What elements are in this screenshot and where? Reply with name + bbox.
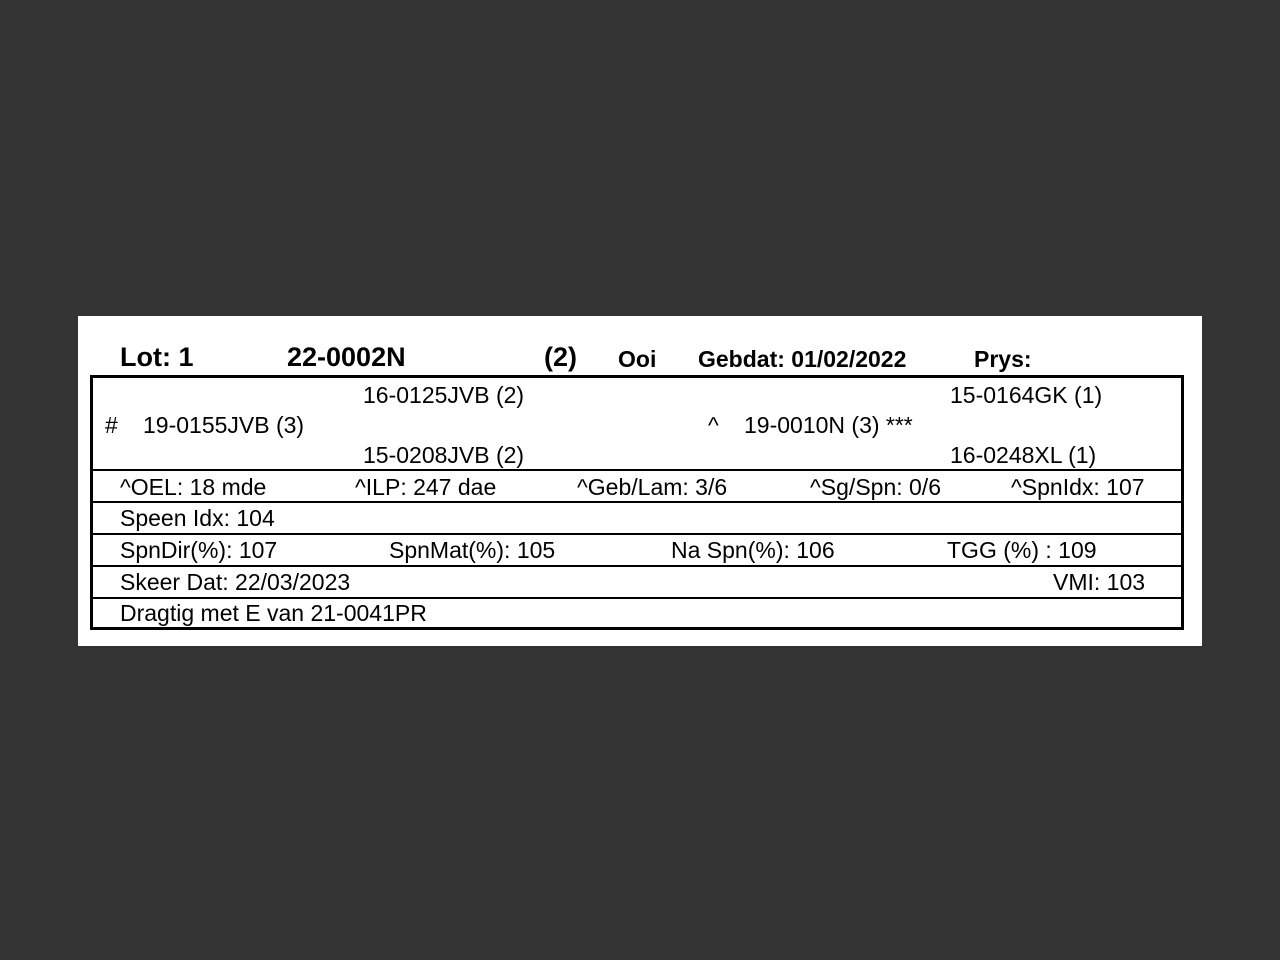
row-divider — [93, 469, 1181, 471]
pct-spnmat: SpnMat(%): 105 — [389, 537, 556, 563]
dam-dam: 16-0248XL (1) — [950, 442, 1097, 468]
dam-sire: 15-0164GK (1) — [950, 382, 1103, 408]
row-divider — [93, 533, 1181, 535]
stat-oel: ^OEL: 18 mde — [120, 474, 267, 500]
animal-count: (2) — [544, 342, 577, 372]
pregnancy-note: Dragtig met E van 21-0041PR — [120, 600, 427, 626]
row-divider — [93, 565, 1181, 567]
stat-ilp: ^ILP: 247 dae — [355, 474, 497, 500]
animal-id: 22-0002N — [287, 342, 406, 372]
row-divider — [93, 501, 1181, 503]
pct-tgg: TGG (%) : 109 — [947, 537, 1097, 563]
vmi-value: VMI: 103 — [1053, 569, 1146, 595]
lot-number: Lot: 1 — [120, 342, 194, 372]
dam-marker: ^ — [708, 412, 719, 438]
lot-card — [78, 316, 1202, 646]
info-table — [90, 375, 1184, 630]
price-label: Prys: — [974, 346, 1032, 372]
speen-idx: Speen Idx: 104 — [120, 505, 275, 531]
stat-spnidx: ^SpnIdx: 107 — [1011, 474, 1145, 500]
animal-sex: Ooi — [618, 346, 657, 372]
pct-na-spn: Na Spn(%): 106 — [671, 537, 835, 563]
dam: 19-0010N (3) *** — [744, 412, 913, 438]
sire: 19-0155JVB (3) — [143, 412, 305, 438]
sire-marker: # — [105, 412, 118, 438]
stat-geb-lam: ^Geb/Lam: 3/6 — [577, 474, 728, 500]
stat-sg-spn: ^Sg/Spn: 0/6 — [810, 474, 941, 500]
shear-date: Skeer Dat: 22/03/2023 — [120, 569, 351, 595]
birth-date: Gebdat: 01/02/2022 — [698, 346, 907, 372]
sire-dam: 15-0208JVB (2) — [363, 442, 525, 468]
sire-sire: 16-0125JVB (2) — [363, 382, 525, 408]
pct-spndir: SpnDir(%): 107 — [120, 537, 278, 563]
